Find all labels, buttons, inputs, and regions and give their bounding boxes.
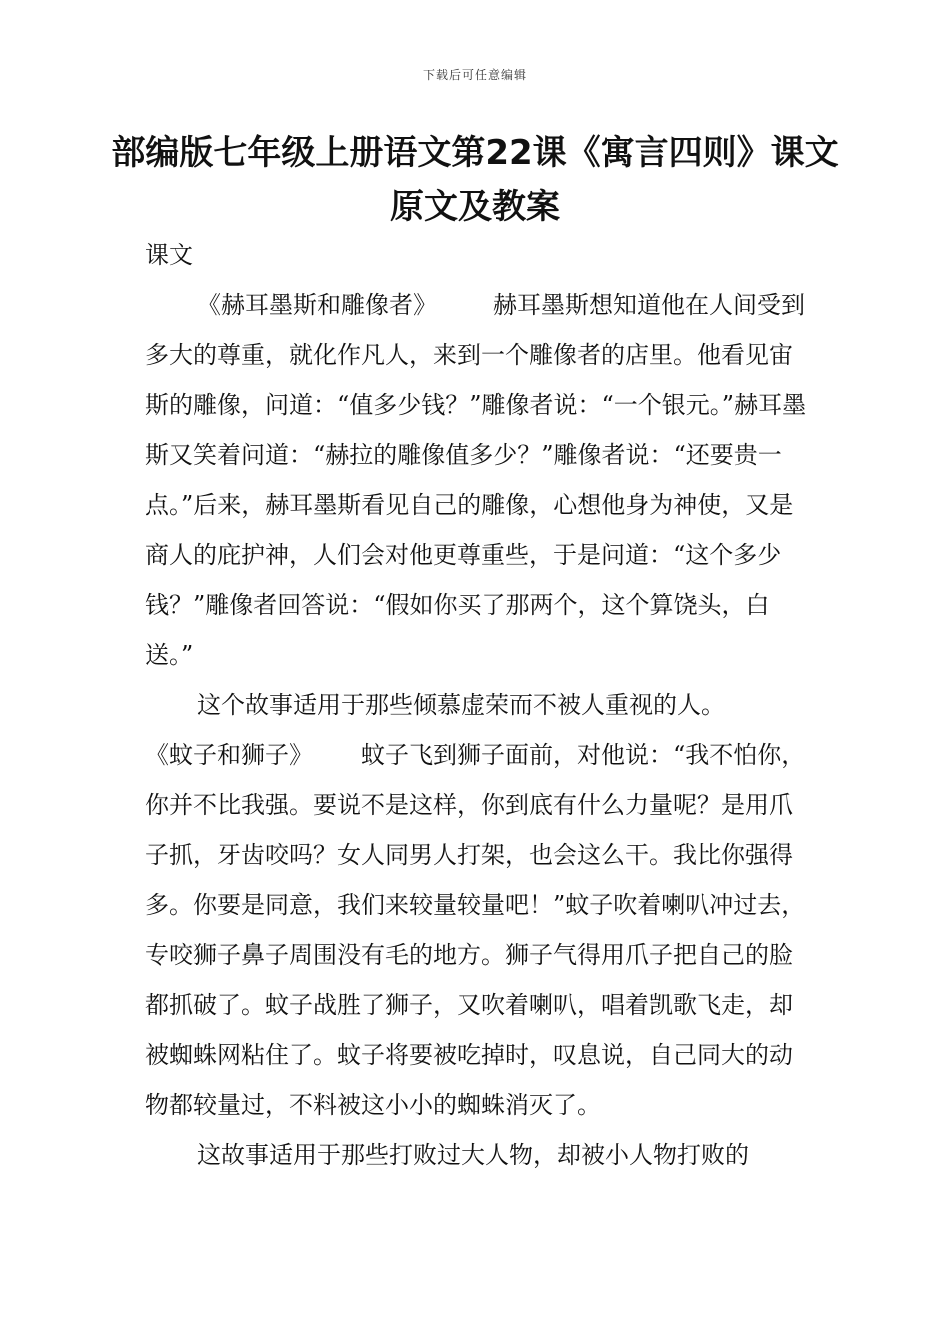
fable-2-paragraph	[145, 730, 810, 1130]
fable-2-title: 《蚊子和狮子》	[145, 741, 313, 769]
section-label: 课文	[145, 241, 193, 269]
fable-2-moral: 这故事适用于那些打败过大人物，却被小人物打败的	[197, 1141, 749, 1169]
fable-1-moral: 这个故事适用于那些倾慕虚荣而不被人重视的人。	[197, 691, 725, 719]
header-note: 下载后可任意编辑	[422, 68, 527, 82]
fable-1-paragraph	[145, 280, 810, 680]
page-title: 部编版七年级上册语文第22课《寓言四则》课文原文及教案	[111, 133, 839, 227]
fable-1-body: 赫耳墨斯想知道他在人间受到多大的尊重，就化作凡人，来到一个雕像者的店里。他看见宙斯的雕像，问道：“值多少钱？”雕像者说：“一个银元。”赫耳墨斯又笑着问道：“赫拉的雕像值多少？”雕像者说：“还要贵一点。”后来，赫耳墨斯看见自己的雕像，心想他身为神使，又是商人的庇护神，人们会对他更尊重些，于是问道：“这个多少钱？”雕像者回答说：“假如你买了那两个，这个算饶头，白送。”	[145, 291, 807, 669]
fable-1-title: 《赫耳墨斯和雕像者》	[197, 291, 437, 319]
fable-2-body: 蚊子飞到狮子面前，对他说：“我不怕你，你并不比我强。要说不是这样，你到底有什么力量呢？是用爪子抓，牙齿咬吗？女人同男人打架，也会这么干。我比你强得多。你要是同意，我们来较量较量吧！”蚊子吹着喇叭冲过去，专咬狮子鼻子周围没有毛的地方。狮子气得用爪子把自己的脸都抓破了。蚊子战胜了狮子，又吹着喇叭，唱着凯歌飞走，却被蜘蛛网粘住了。蚊子将要被吃掉时，叹息说，自己同大的动物都较量过，不料被这小小的蜘蛛消灭了。	[145, 741, 806, 1119]
document-body	[145, 230, 810, 1180]
